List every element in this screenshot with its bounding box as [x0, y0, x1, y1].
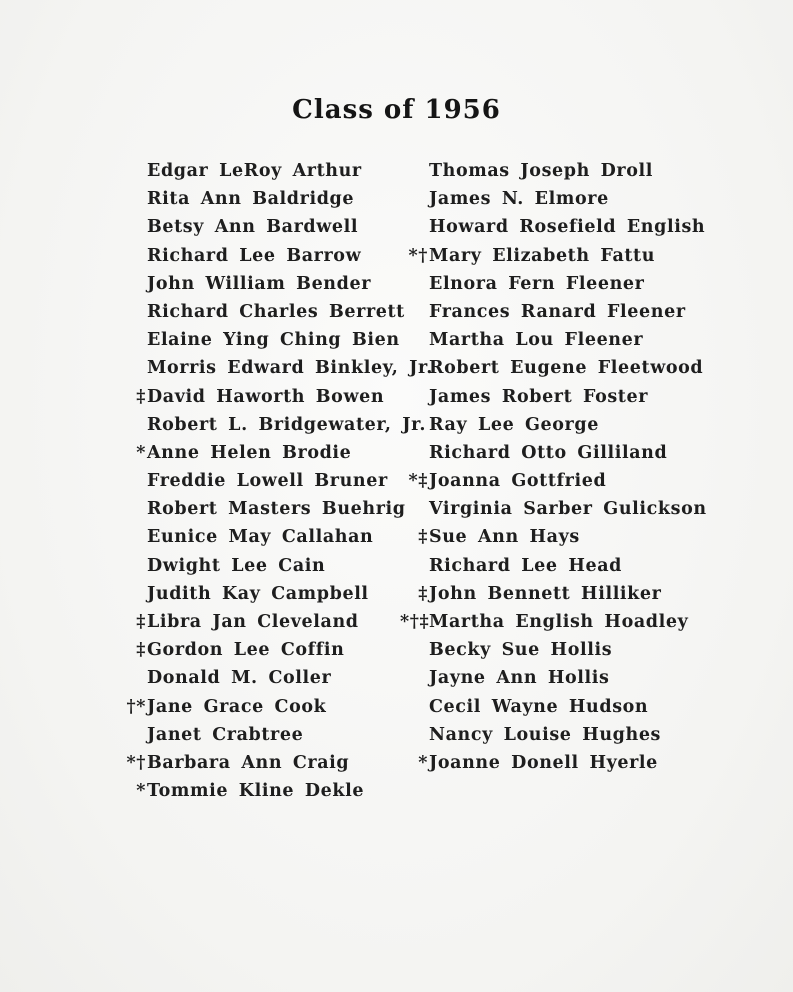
honor-mark: * — [418, 752, 428, 773]
list-item — [126, 467, 416, 495]
student-name: Richard Lee Head — [429, 555, 622, 576]
student-name: John Bennett Hilliker — [429, 583, 662, 604]
list-item — [126, 298, 416, 326]
list-item — [126, 411, 427, 439]
student-name: David Haworth Bowen — [147, 386, 385, 407]
list-item — [126, 580, 416, 608]
student-name: Judith Kay Campbell — [147, 583, 369, 604]
list-item — [126, 749, 416, 777]
honor-mark: ‡ — [136, 386, 146, 407]
student-name: Barbara Ann Craig — [147, 752, 350, 773]
student-name: Eunice May Callahan — [147, 527, 374, 548]
student-name: Anne Helen Brodie — [147, 442, 352, 463]
list-item — [400, 411, 690, 439]
honor-mark: †* — [126, 696, 146, 717]
list-item — [400, 749, 690, 777]
student-name: Richard Otto Gilliland — [429, 442, 668, 463]
list-item — [126, 242, 416, 270]
student-name: Joanne Donell Hyerle — [429, 752, 658, 773]
list-item — [400, 157, 690, 185]
list-item — [126, 383, 416, 411]
list-item — [126, 185, 416, 213]
student-name: Morris Edward Binkley, Jr. — [147, 358, 433, 379]
student-name: Virginia Sarber Gulickson — [429, 499, 707, 520]
list-item — [400, 270, 690, 298]
student-name: Mary Elizabeth Fattu — [429, 245, 656, 266]
honor-mark: * — [136, 781, 146, 802]
honor-mark: ‡ — [418, 583, 428, 604]
student-name: Freddie Lowell Bruner — [147, 471, 388, 492]
list-item — [126, 552, 416, 580]
list-item — [126, 721, 416, 749]
student-name: Gordon Lee Coffin — [147, 640, 345, 661]
student-name: Janet Crabtree — [147, 724, 304, 745]
student-name: Robert Masters Buehrig — [147, 499, 406, 520]
student-name: Frances Ranard Fleener — [429, 301, 686, 322]
student-name: Nancy Louise Hughes — [429, 724, 662, 745]
student-name: Martha Lou Fleener — [429, 330, 644, 351]
honor-mark: ‡ — [136, 640, 146, 661]
list-item — [400, 580, 690, 608]
student-name: Tommie Kline Dekle — [147, 781, 365, 802]
list-item — [400, 242, 690, 270]
student-name: Cecil Wayne Hudson — [429, 696, 649, 717]
student-name: Elaine Ying Ching Bien — [147, 330, 400, 351]
list-item — [400, 608, 690, 636]
list-item — [126, 693, 416, 721]
list-item — [400, 693, 690, 721]
list-item — [400, 523, 690, 551]
list-item — [126, 213, 416, 241]
list-item — [400, 354, 704, 382]
honor-mark: *† — [126, 752, 146, 773]
list-item — [126, 636, 416, 664]
honor-mark: ‡ — [418, 527, 428, 548]
honor-mark: * — [136, 442, 146, 463]
list-item — [126, 495, 416, 523]
list-item — [400, 552, 690, 580]
student-name: Robert Eugene Fleetwood — [429, 358, 704, 379]
student-name: Richard Lee Barrow — [147, 245, 362, 266]
names-column-left — [126, 157, 433, 805]
list-item — [400, 298, 690, 326]
student-name: Howard Rosefield English — [429, 217, 706, 238]
list-item — [126, 523, 416, 551]
honor-mark: *‡ — [408, 471, 428, 492]
honor-mark: *† — [408, 245, 428, 266]
list-item — [126, 157, 416, 185]
student-name: Dwight Lee Cain — [147, 555, 326, 576]
list-item — [400, 467, 690, 495]
student-name: James N. Elmore — [429, 189, 609, 210]
honor-mark: ‡ — [136, 612, 146, 632]
list-item — [400, 213, 706, 241]
student-name: Jane Grace Cook — [147, 696, 327, 717]
list-item — [126, 439, 416, 467]
student-name: James Robert Foster — [429, 386, 649, 407]
student-name: Martha English Hoadley — [429, 612, 689, 632]
student-name: John William Bender — [147, 273, 372, 294]
names-column-right — [400, 157, 707, 777]
honor-mark: *†‡ — [400, 612, 430, 632]
list-item — [400, 439, 690, 467]
student-name: Rita Ann Baldridge — [147, 189, 355, 210]
list-item — [126, 270, 416, 298]
list-item — [400, 326, 690, 354]
list-item — [400, 664, 690, 692]
student-name: Edgar LeRoy Arthur — [147, 161, 362, 181]
list-item — [400, 185, 690, 213]
page-title: Class of 1956 — [292, 95, 501, 125]
list-item — [126, 354, 433, 382]
student-name: Donald M. Coller — [147, 668, 332, 689]
list-item — [126, 777, 416, 805]
student-name: Betsy Ann Bardwell — [147, 217, 359, 238]
list-item — [126, 608, 416, 636]
list-item — [126, 326, 416, 354]
list-item — [400, 636, 690, 664]
student-name: Becky Sue Hollis — [429, 640, 613, 661]
student-name: Sue Ann Hays — [429, 527, 580, 548]
student-name: Richard Charles Berrett — [147, 301, 405, 322]
student-name: Elnora Fern Fleener — [429, 273, 645, 294]
list-item — [400, 495, 707, 523]
student-name: Robert L. Bridgewater, Jr. — [147, 414, 427, 435]
student-name: Joanna Gottfried — [429, 471, 607, 492]
student-name: Libra Jan Cleveland — [147, 612, 359, 632]
student-name: Ray Lee George — [429, 414, 599, 435]
list-item — [400, 383, 690, 411]
student-name: Thomas Joseph Droll — [429, 161, 653, 181]
list-item — [126, 664, 416, 692]
list-item — [400, 721, 690, 749]
student-name: Jayne Ann Hollis — [429, 668, 610, 689]
